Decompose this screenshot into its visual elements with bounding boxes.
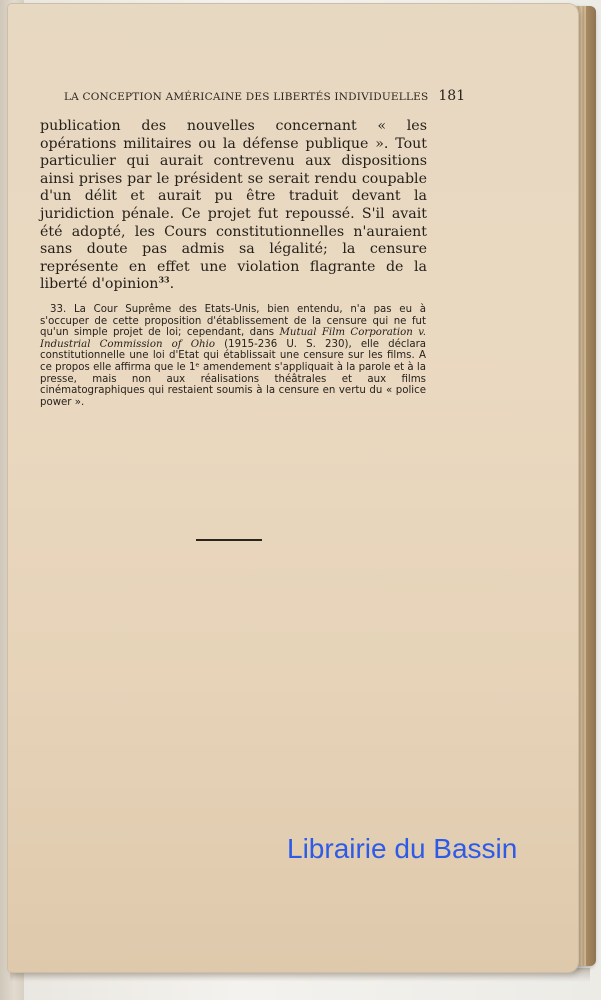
footnote-text-2: (1915-236 U. S. 230), elle déclara constitutionnelle une loi d'Etat qui établissait une censure sur les films. A ce propos elle affirma que le 1ᵉ amendement s'appliquait à la parole et à la presse, mais non aux réalisations théâtrales et aux films cinématographiques qui restaient soumis à la censure en vertu du « police power ». (40, 338, 427, 408)
section-rule (196, 539, 262, 541)
footnote (40, 304, 426, 408)
footnote-text-1: La Cour Suprême des Etats-Unis, bien entendu, n'a pas eu à s'occuper de cette proposition d'établissement de la censure qui ne fut qu'un simple projet de loi; cependant, dans (40, 304, 426, 339)
paragraph-text: publication des nouvelles concernant « les opérations militaires ou la défense publique ». Tout particulier qui aurait contrevenu aux dispositions ainsi prises par le président se serait rendu coupable d'un délit et aurait pu être traduit devant la juridiction pénale. Ce projet fut repoussé. S'il avait été adopté, les Cours constitutionnelles n'auraient sans doute pas admis sa légalité; la censure représente en effet une violation flagrante de la liberté d'opinion (40, 118, 427, 293)
page-header (64, 88, 466, 104)
body-paragraph: publication des nouvelles concernant « les opérations militaires ou la défense publique ». Tout particulier qui aurait contrevenu aux dispositions ainsi prises par le président se serait rendu coupable d'un délit et aurait pu être traduit devant la juridiction pénale. Ce projet fut repoussé. S'il avait été adopté, les Cours constitutionnelles n'auraient sans doute pas admis sa légalité; la censure représente en effet une violation flagrante de la liberté d'opinion$^{33}$. (40, 118, 427, 293)
running-head: LA CONCEPTION AMÉRICAINE DES LIBERTÉS INDIVIDUELLES (64, 91, 429, 103)
note-reference: 33 (158, 274, 170, 285)
book-spine-edge (586, 6, 596, 966)
watermark-text: Librairie du Bassin (287, 833, 518, 864)
footnote-number: 33. (50, 304, 67, 315)
footnote-case-name: Mutual Film Corporation v. Industrial Commission of Ohio (40, 327, 426, 350)
page-number: 181 (438, 88, 466, 104)
